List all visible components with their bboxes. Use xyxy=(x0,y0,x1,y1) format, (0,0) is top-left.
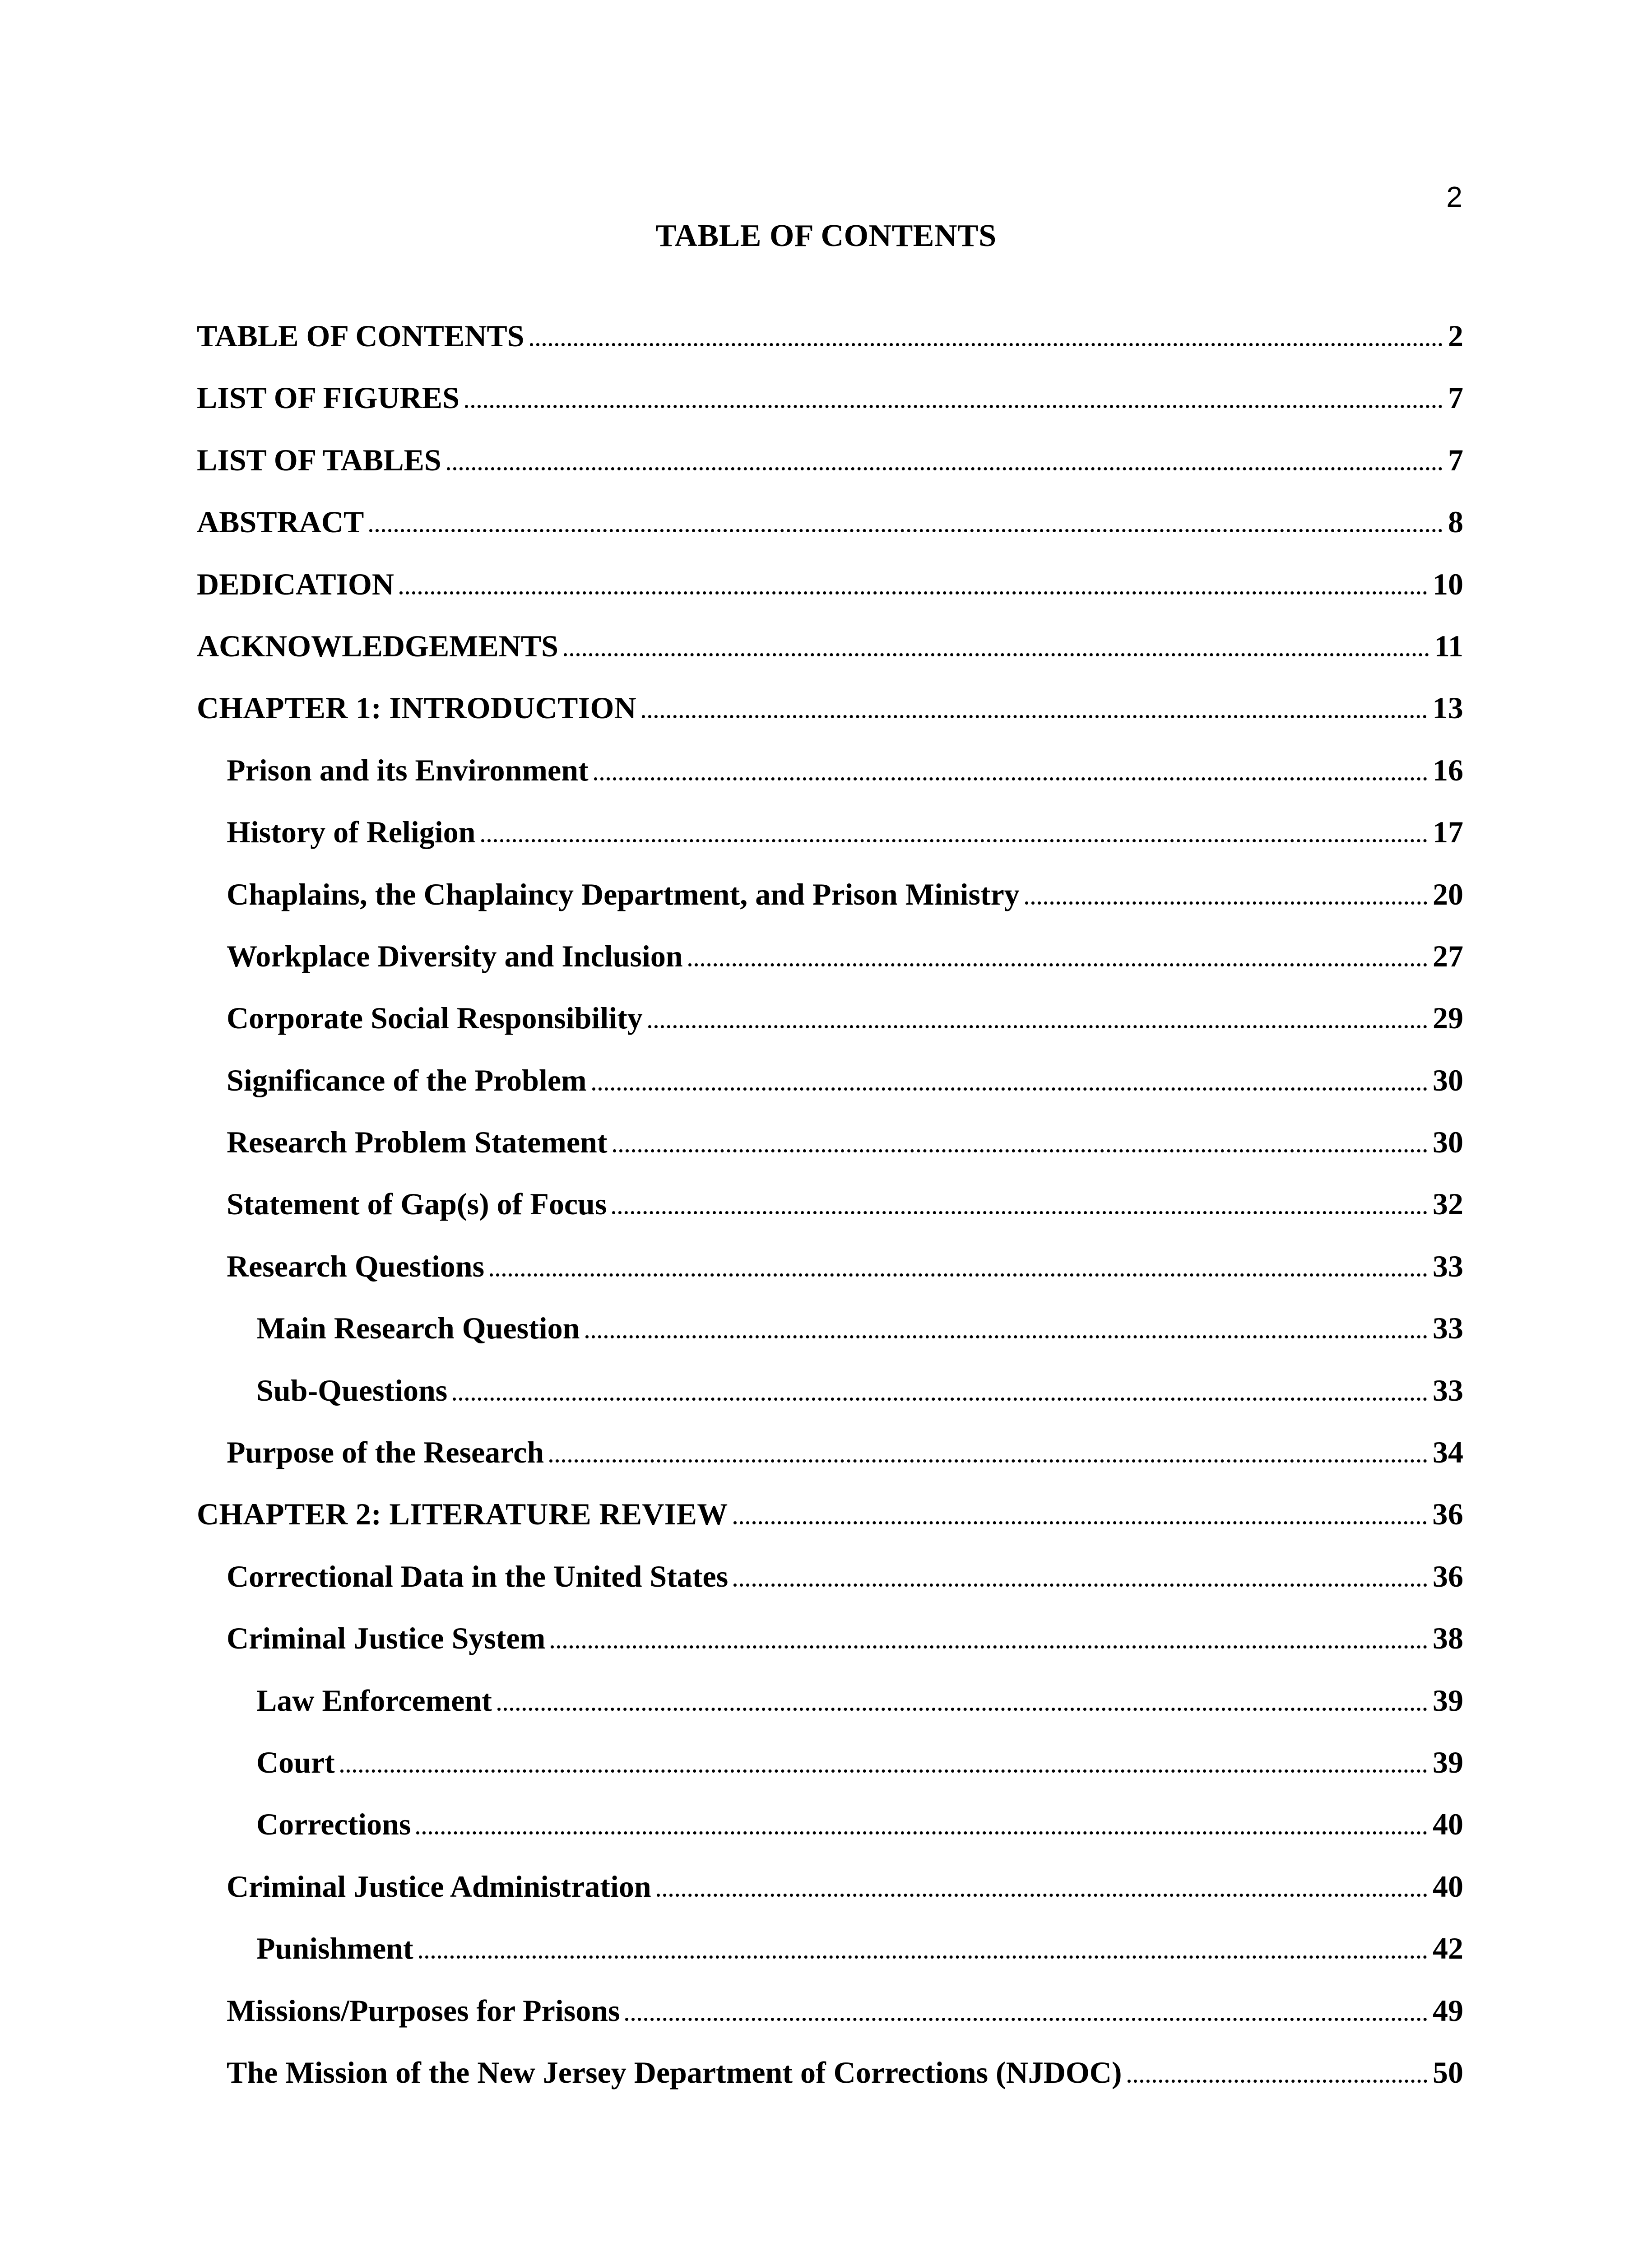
toc-entry-label: LIST OF FIGURES xyxy=(197,382,459,415)
toc-entry[interactable] xyxy=(197,1251,1463,1313)
dot-leader xyxy=(340,1769,1427,1773)
dot-leader xyxy=(688,963,1427,966)
toc-entry-label: Significance of the Problem xyxy=(227,1064,587,1097)
dot-leader xyxy=(419,1955,1427,1959)
dot-leader xyxy=(648,1025,1427,1028)
toc-entry[interactable] xyxy=(197,1065,1463,1127)
dot-leader xyxy=(530,343,1443,346)
toc-entry[interactable] xyxy=(197,1933,1463,1995)
dot-leader xyxy=(481,839,1427,842)
dot-leader xyxy=(733,1584,1427,1587)
toc-entry[interactable] xyxy=(197,755,1463,817)
toc-entry-label: DEDICATION xyxy=(197,568,394,601)
toc-entry-label: Criminal Justice Administration xyxy=(227,1871,651,1904)
toc-entry-page-number: 20 xyxy=(1433,878,1463,911)
dot-leader xyxy=(465,405,1443,408)
toc-entry-label: History of Religion xyxy=(227,817,476,850)
toc-entry-page-number: 36 xyxy=(1432,1499,1463,1532)
dot-leader xyxy=(447,467,1443,470)
toc-entry-page-number: 30 xyxy=(1433,1127,1463,1160)
toc-entry-label: Main Research Question xyxy=(256,1313,580,1346)
dot-leader xyxy=(642,715,1427,718)
dot-leader xyxy=(551,1645,1427,1649)
page-number: 2 xyxy=(1446,181,1462,213)
toc-entry[interactable] xyxy=(197,1809,1463,1871)
toc-entry[interactable] xyxy=(197,692,1463,754)
toc-entry-page-number: 16 xyxy=(1433,754,1463,787)
toc-entry[interactable] xyxy=(197,1995,1463,2057)
toc-entry-label: CHAPTER 1: INTRODUCTION xyxy=(197,692,637,725)
toc-entry[interactable] xyxy=(197,382,1463,444)
toc-entry-label: Corporate Social Responsibility xyxy=(227,1003,643,1036)
toc-entry[interactable] xyxy=(197,1499,1463,1560)
toc-entry[interactable] xyxy=(197,506,1463,568)
toc-entry-label: LIST OF TABLES xyxy=(197,444,441,477)
table-of-contents xyxy=(197,320,1463,2119)
toc-entry[interactable] xyxy=(197,817,1463,878)
dot-leader xyxy=(564,653,1429,656)
dot-leader xyxy=(416,1831,1427,1834)
toc-entry-page-number: 36 xyxy=(1433,1560,1463,1593)
toc-entry-label: Workplace Diversity and Inclusion xyxy=(227,940,683,973)
toc-entry-label: ACKNOWLEDGEMENTS xyxy=(197,630,558,663)
page-title: TABLE OF CONTENTS xyxy=(655,218,997,253)
toc-entry-page-number: 39 xyxy=(1433,1685,1463,1718)
toc-entry-label: Corrections xyxy=(256,1809,411,1842)
toc-entry-label: Purpose of the Research xyxy=(227,1437,544,1470)
toc-entry-page-number: 34 xyxy=(1433,1437,1463,1470)
dot-leader xyxy=(592,1087,1427,1091)
toc-entry-label: ABSTRACT xyxy=(197,506,364,539)
dot-leader xyxy=(594,777,1427,780)
toc-entry[interactable] xyxy=(197,631,1463,692)
toc-entry[interactable] xyxy=(197,1313,1463,1375)
toc-entry-label: Statement of Gap(s) of Focus xyxy=(227,1189,607,1221)
toc-entry-label: Law Enforcement xyxy=(256,1685,492,1718)
dot-leader xyxy=(549,1459,1427,1463)
toc-entry[interactable] xyxy=(197,445,1463,506)
toc-entry-page-number: 42 xyxy=(1433,1933,1463,1966)
toc-entry-page-number: 7 xyxy=(1448,444,1463,477)
toc-entry-page-number: 38 xyxy=(1433,1623,1463,1656)
toc-entry[interactable] xyxy=(197,1623,1463,1685)
dot-leader xyxy=(625,2018,1427,2021)
dot-leader xyxy=(490,1273,1427,1277)
dot-leader xyxy=(399,591,1427,594)
toc-entry-label: CHAPTER 2: LITERATURE REVIEW xyxy=(197,1499,728,1532)
dot-leader xyxy=(585,1335,1428,1338)
toc-entry-page-number: 32 xyxy=(1433,1189,1463,1221)
toc-entry[interactable] xyxy=(197,1685,1463,1747)
toc-entry[interactable] xyxy=(197,1189,1463,1250)
toc-entry-label: TABLE OF CONTENTS xyxy=(197,320,524,353)
toc-entry-page-number: 40 xyxy=(1433,1809,1463,1842)
toc-entry-page-number: 11 xyxy=(1434,630,1463,663)
toc-entry[interactable] xyxy=(197,1003,1463,1064)
toc-entry[interactable] xyxy=(197,1127,1463,1189)
toc-entry[interactable] xyxy=(197,941,1463,1003)
toc-entry[interactable] xyxy=(197,1871,1463,1933)
dot-leader xyxy=(453,1398,1427,1401)
toc-entry-page-number: 33 xyxy=(1433,1375,1463,1407)
toc-entry-page-number: 33 xyxy=(1433,1313,1463,1346)
toc-entry[interactable] xyxy=(197,320,1463,382)
dot-leader xyxy=(1025,901,1427,905)
toc-entry-page-number: 39 xyxy=(1433,1746,1463,1779)
toc-entry-page-number: 29 xyxy=(1433,1003,1463,1036)
toc-entry-label: Research Questions xyxy=(227,1250,485,1283)
toc-entry[interactable] xyxy=(197,569,1463,631)
toc-entry-label: Research Problem Statement xyxy=(227,1127,608,1160)
dot-leader xyxy=(733,1521,1427,1524)
dot-leader xyxy=(1128,2080,1427,2083)
toc-entry-page-number: 27 xyxy=(1433,940,1463,973)
dot-leader xyxy=(613,1149,1428,1152)
toc-entry-label: Court xyxy=(256,1746,335,1779)
toc-entry-label: Missions/Purposes for Prisons xyxy=(227,1995,620,2028)
dot-leader xyxy=(369,529,1443,532)
toc-entry-label: Punishment xyxy=(256,1933,413,1966)
toc-entry-page-number: 8 xyxy=(1448,506,1463,539)
toc-entry-page-number: 30 xyxy=(1433,1064,1463,1097)
toc-entry[interactable] xyxy=(197,879,1463,941)
toc-entry[interactable] xyxy=(197,2057,1463,2119)
toc-entry-page-number: 40 xyxy=(1433,1871,1463,1904)
toc-entry-page-number: 49 xyxy=(1433,1995,1463,2028)
dot-leader xyxy=(612,1211,1427,1214)
toc-entry-page-number: 7 xyxy=(1448,382,1463,415)
toc-entry-page-number: 50 xyxy=(1433,2057,1463,2090)
toc-entry-label: Sub-Questions xyxy=(256,1375,448,1407)
dot-leader xyxy=(497,1708,1427,1711)
toc-entry-label: Correctional Data in the United States xyxy=(227,1560,729,1593)
toc-entry-page-number: 2 xyxy=(1448,320,1463,353)
toc-entry[interactable] xyxy=(197,1437,1463,1499)
toc-entry[interactable] xyxy=(197,1375,1463,1437)
toc-entry-label: Chaplains, the Chaplaincy Department, and Prison Ministry xyxy=(227,878,1020,911)
toc-entry-page-number: 33 xyxy=(1433,1250,1463,1283)
toc-entry[interactable] xyxy=(197,1561,1463,1623)
toc-entry-page-number: 13 xyxy=(1432,692,1463,725)
toc-entry-page-number: 10 xyxy=(1433,568,1463,601)
toc-entry-page-number: 17 xyxy=(1433,817,1463,850)
toc-entry-label: Criminal Justice System xyxy=(227,1623,546,1656)
toc-entry-label: Prison and its Environment xyxy=(227,754,589,787)
toc-entry[interactable] xyxy=(197,1747,1463,1809)
toc-entry-label: The Mission of the New Jersey Department of Corrections (NJDOC) xyxy=(227,2057,1122,2090)
dot-leader xyxy=(657,1894,1427,1897)
